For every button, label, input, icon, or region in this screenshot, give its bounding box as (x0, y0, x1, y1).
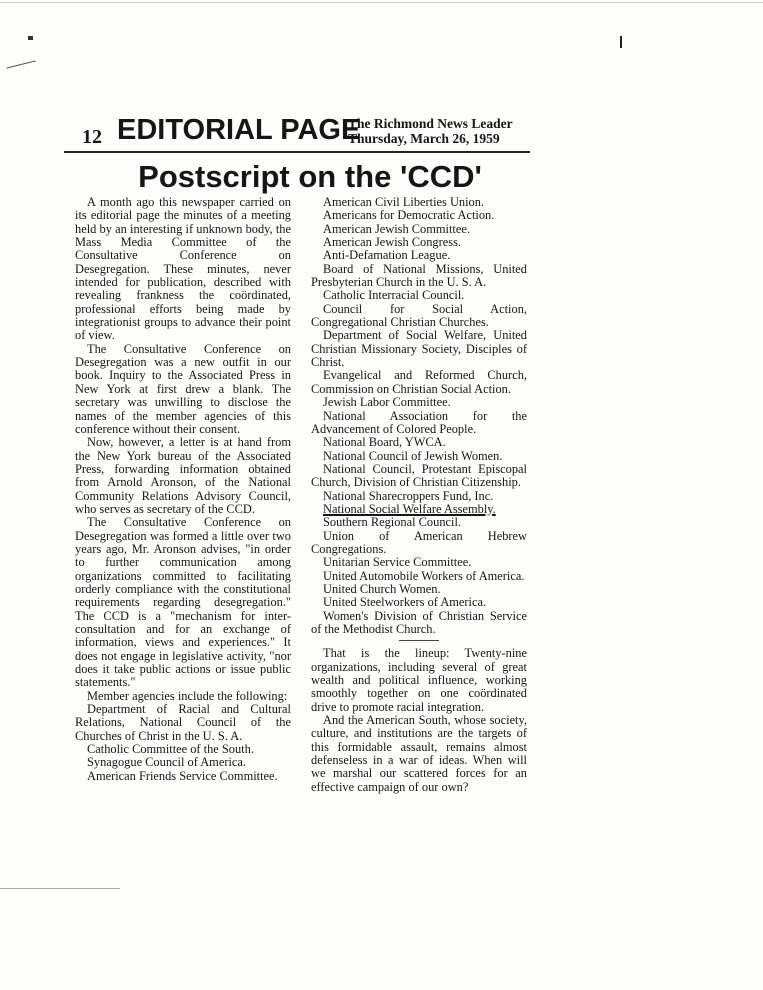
header-rule (64, 151, 530, 153)
paragraph: That is the lineup: Twenty-nine organizations, including several of great wealth and political influence, working smoothly together on one coördinated drive to promote racial integration. (311, 646, 527, 714)
scan-mark (6, 60, 35, 68)
scan-mark (0, 2, 763, 3)
member-agency: American Jewish Congress. (323, 235, 461, 250)
scan-mark (28, 36, 33, 40)
member-agency: Southern Regional Council. (323, 515, 462, 530)
member-agency: American Friends Service Committee. (87, 768, 278, 783)
member-agency: Catholic Committee of the South. (87, 742, 254, 757)
member-agency: Department of Racial and Cultural Relations, National Council of the Churches of Christ in the U. S. A. (75, 702, 291, 743)
article-column-2 (311, 196, 527, 794)
paper-masthead (348, 116, 513, 146)
paragraph: A month ago this newspaper carried on its editorial page the minutes of a meeting held by an interesting if unknown body, the Mass Media Committee of the Consultative Conference on Desegregation. These minutes, never intended for publication, described with revealing frankness the coördinated, professional efforts being made by integrationist groups to advance their point of view. (75, 195, 291, 343)
paragraph: And the American South, whose society, culture, and institutions are the targets of this formidable assault, remains almost defenseless in a war of ideas. When will we marshal our scattered forces for an effective campaign of our own? (311, 713, 527, 794)
member-agency: United Steelworkers of America. (323, 595, 487, 610)
headline: Postscript on the 'CCD' (138, 159, 482, 194)
member-agency: Catholic Interracial Council. (323, 288, 465, 303)
member-agency: American Civil Liberties Union. (323, 195, 485, 209)
paragraph: The Consultative Conference on Desegregation was a new outfit in our book. Inquiry to the Associated Press in New York at first drew a blank. The secretary was unwilling to disclose the names of the member agencies of this conference without their consent. (75, 341, 291, 436)
member-agency: United Automobile Workers of America. (323, 568, 525, 583)
article-column-1 (75, 196, 291, 783)
page-number: 12 (82, 126, 102, 148)
member-agency-underlined: National Social Welfare Assembly. (323, 501, 496, 516)
member-agency: National Association for the Advancement of Colored People. (311, 408, 527, 436)
member-agency: Department of Social Welfare, United Christian Missionary Society, Disciples of Christ. (311, 328, 527, 370)
member-agency: Americans for Democratic Action. (323, 208, 495, 223)
member-agency: Anti-Defamation League. (323, 248, 451, 263)
scan-mark (0, 888, 120, 889)
paragraph: Now, however, a letter is at hand from the New York bureau of the Associated Press, forwarding information obtained from Arnold Aronson, of the National Community Relations Advisory Council, who serves as secretary of the CCD. (75, 435, 291, 516)
member-agency: National Council, Protestant Episcopal Church, Division of Christian Citizenship. (311, 461, 527, 490)
member-agency: United Church Women. (323, 581, 441, 596)
member-agency: Board of National Missions, United Presbyterian Church in the U. S. A. (311, 261, 527, 290)
scan-mark (620, 36, 622, 48)
member-agency: American Jewish Committee. (323, 221, 470, 236)
member-agency: Union of American Hebrew Congregations. (311, 528, 527, 556)
member-agency: National Sharecroppers Fund, Inc. (323, 488, 494, 503)
issue-date: Thursday, March 26, 1959 (348, 131, 500, 146)
member-agency: National Council of Jewish Women. (323, 448, 503, 463)
paragraph: Member agencies include the following: (87, 688, 288, 703)
paper-name: The Richmond News Leader (348, 116, 513, 131)
member-agency: Synagogue Council of America. (87, 755, 246, 770)
member-agency: Unitarian Service Committee. (323, 555, 472, 570)
paragraph: The Consultative Conference on Desegregation was formed a little over two years ago, Mr. Aronson advises, "in order to further communication among organizations committed to facilitating orderly compliance with the constitutional requirements regarding desegregation." The CCD is a "mechanism for inter-consultation and for an exchange of information, views and experiences." It does not engage in legislative activity, "nor does it take public actions or issue public statements." (75, 515, 291, 690)
section-title: EDITORIAL PAGE (117, 114, 361, 146)
member-agency: Jewish Labor Committee. (323, 395, 451, 410)
member-agency: Women's Division of Christian Service of the Methodist Church. (311, 608, 527, 636)
page-header (62, 114, 532, 154)
section-divider (399, 640, 439, 641)
member-agency: Evangelical and Reformed Church, Commission on Christian Social Action. (311, 368, 527, 396)
member-agency: National Board, YWCA. (323, 435, 446, 450)
member-agency: Council for Social Action, Congregational Christian Churches. (311, 301, 527, 330)
